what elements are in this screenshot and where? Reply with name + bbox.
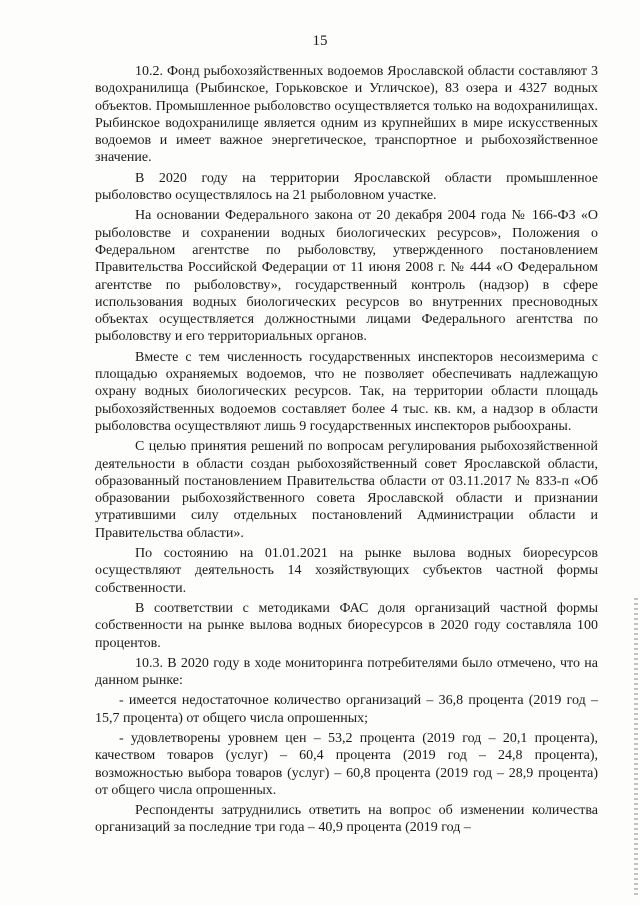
bullet-organizations: - имеется недостаточное количество организаций – 36,8 процента (2019 год – 15,7 процента) от общего числа опрошенных;	[95, 693, 598, 726]
paragraph-fishery-council: С целью принятия решений по вопросам регулирования рыбохозяйственной деятельности в области создан рыбохозяйственный совет Ярославской области, образованный постановлением Правительства области от 03.11.2017 № 833-п «Об образовании рыбохозяйственного совета Ярославской области и признании утратившими силу отдельных постановлений Администрации области и Правительства области».	[95, 439, 598, 541]
paragraph-federal-law: На основании Федерального закона от 20 декабря 2004 года № 166-ФЗ «О рыболовстве и сохранении водных биологических ресурсов», Положения о Федеральном агентстве по рыболовству, утвержденного постановлением Правительства Российской Федерации от 11 июня 2008 г. № 444 «О Федеральном агентстве по рыболовству», государственный контроль (надзор) в сфере использования водных биологических ресурсов во внутренних пресноводных объектах осуществляется должностными лицами Федерального агентства по рыболовству и его территориальных органов.	[95, 208, 598, 345]
paragraph-inspectors: Вместе с тем численность государственных инспекторов несоизмерима с площадью охраняемых водоемов, что не позволяет обеспечивать надлежащую охрану водных биологических ресурсов. Так, на территории области площадь рыбохозяйственных водоемов составляет более 4 тыс. кв. км, а надзор в области рыболовства осуществляют лишь 9 государственных инспекторов рыбоохраны.	[95, 349, 598, 434]
paragraph-respondents: Респонденты затруднились ответить на вопрос об изменении количества организаций за последние три года – 40,9 процента (2019 год –	[95, 803, 598, 836]
page-number: 15	[312, 33, 328, 49]
paragraph-fishing-areas: В 2020 году на территории Ярославской области промышленное рыболовство осуществлялось на 21 рыболовном участке.	[95, 170, 598, 204]
paragraph-monitoring: 10.3. В 2020 году в ходе мониторинга потребителями было отмечено, что на данном рынке:	[95, 655, 598, 689]
paragraph-water-fund: 10.2. Фонд рыбохозяйственных водоемов Ярославской области составляют 3 водохранилища (Рыбинское, Горьковское и Угличское), 83 озера и 4327 водных объектов. Промышленное рыболовство осуществляется только на водохранилищах. Рыбинское водохранилище является одним из крупнейших в мире искусственных водоемов и имеет важное энергетическое, транспортное и рыбохозяйственное значение.	[95, 64, 598, 166]
scan-edge-artifact	[634, 598, 638, 898]
paragraph-private-share: В соответствии с методиками ФАС доля организаций частной формы собственности на рынке вылова водных биоресурсов в 2020 году составляла 100 процентов.	[95, 600, 598, 651]
document-body	[95, 63, 598, 837]
bullet-satisfaction: - удовлетворены уровнем цен – 53,2 процента (2019 год – 20,1 процента), качеством товаров (услуг) – 60,4 процента (2019 год – 24,8 процента), возможностью выбора товаров (услуг) – 60,8 процента (2019 год – 28,9 процента) от общего числа опрошенных.	[95, 730, 598, 798]
paragraph-market-subjects: По состоянию на 01.01.2021 на рынке вылова водных биоресурсов осуществляют деятельность 14 хозяйствующих субъектов частной формы собственности.	[95, 546, 598, 596]
